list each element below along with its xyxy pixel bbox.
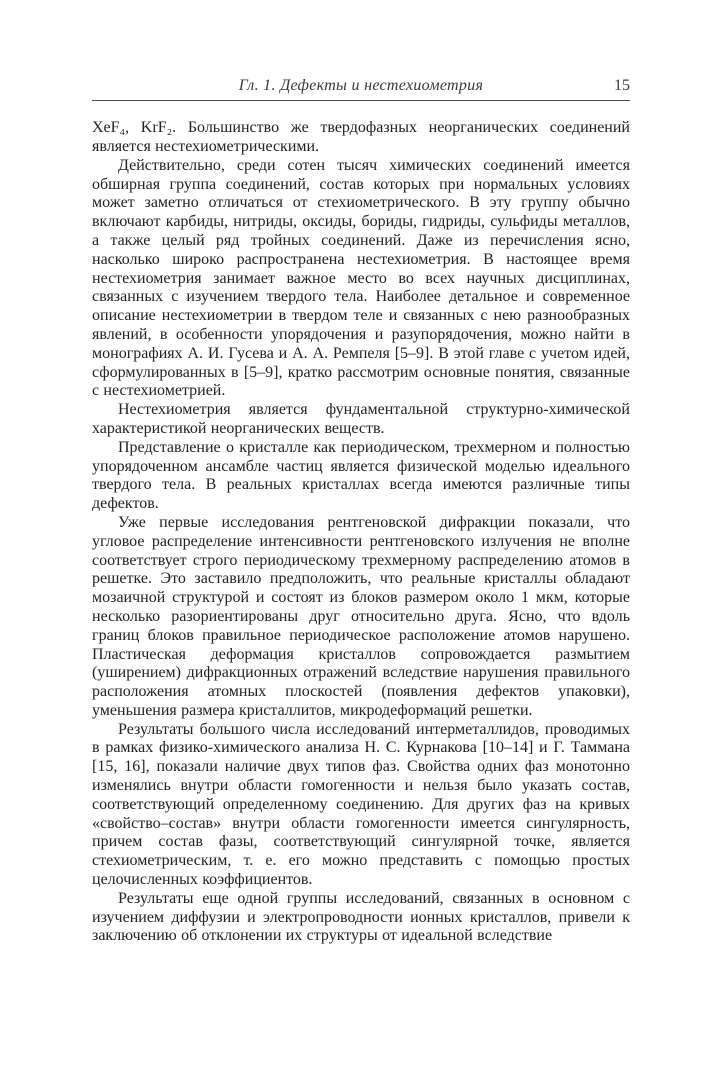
chapter-title: Гл. 1. Дефекты и нестехиометрия: [238, 77, 484, 94]
paragraph: Результаты еще одной группы исследований, связанных в основном с изучением диффузии и электропроводности ионных кристаллов, привели к заключению об отклонении их структуры от идеальной вследствие: [92, 889, 630, 945]
paragraph: Результаты большого числа исследований интерметаллидов, проводимых в рамках физико-химического анализа Н. С. Курнакова [10–14] и Г. Таммана [15, 16], показали наличие двух типов фаз. Свойства одних фаз монотонно изменялись внутри области гомогенности и нельзя было указать состав, соответствующий определенному соединению. Для других фаз на кривых «свойство–состав» внутри области гомогенности имеется сингулярность, причем состав фазы, соответствующий сингулярной точке, является стехиометрическим, т. е. его можно представить с помощью простых целочисленных коэффициентов.: [92, 720, 630, 889]
paragraph: Представление о кристалле как периодическом, трехмерном и полностью упорядоченном ансамбле частиц является физической моделью идеального твердого тела. В реальных кристаллах всегда имеются различные типы дефектов.: [92, 438, 630, 513]
paragraph: Действительно, среди сотен тысяч химических соединений имеется обширная группа соединений, состав которых при нормальных условиях может заметно отличаться от стехиометрического. В эту группу обычно включают карбиды, нитриды, оксиды, бориды, гидриды, сульфиды металлов, а также целый ряд тройных соединений. Даже из перечисления ясно, насколько широко распространена нестехиометрия. В настоящее время нестехиометрия занимает важное место во всех научных дисциплинах, связанных с изучением твердого тела. Наиболее детальное и современное описание нестехиометрии в твердом теле и связанных с нею разнообразных явлений, в особенности упорядочения и разупорядочения, можно найти в монографиях А. И. Гусева и А. А. Ремпеля [5–9]. В этой главе с учетом идей, сформулированных в [5–9], кратко рассмотрим основные понятия, связанные с нестехиометрией.: [92, 156, 630, 400]
page-header: [92, 76, 630, 101]
page-body: [92, 119, 630, 946]
paragraph: Нестехиометрия является фундаментальной структурно-химической характеристикой неорганических веществ.: [92, 401, 630, 437]
paragraph: XeF₄, KrF₂. Большинство же твердофазных неорганических соединений является нестехиометрическими.: [92, 119, 630, 155]
page-number: 15: [614, 77, 630, 94]
paragraph: Уже первые исследования рентгеновской дифракции показали, что угловое распределение интенсивности рентгеновского излучения не вполне соответствует строго периодическому трехмерному распределению атомов в решетке. Это заставило предположить, что реальные кристаллы обладают мозаичной структурой и состоят из блоков размером около 1 мкм, которые несколько разориентированы друг относительно друга. Ясно, что вдоль границ блоков правильное периодическое расположение атомов нарушено. Пластическая деформация кристаллов сопровождается размытием (уширением) дифракционных отражений вследствие нарушения правильного расположения атомных плоскостей (появления дефектов упаковки), уменьшения размера кристаллитов, микродеформаций решетки.: [92, 513, 630, 719]
